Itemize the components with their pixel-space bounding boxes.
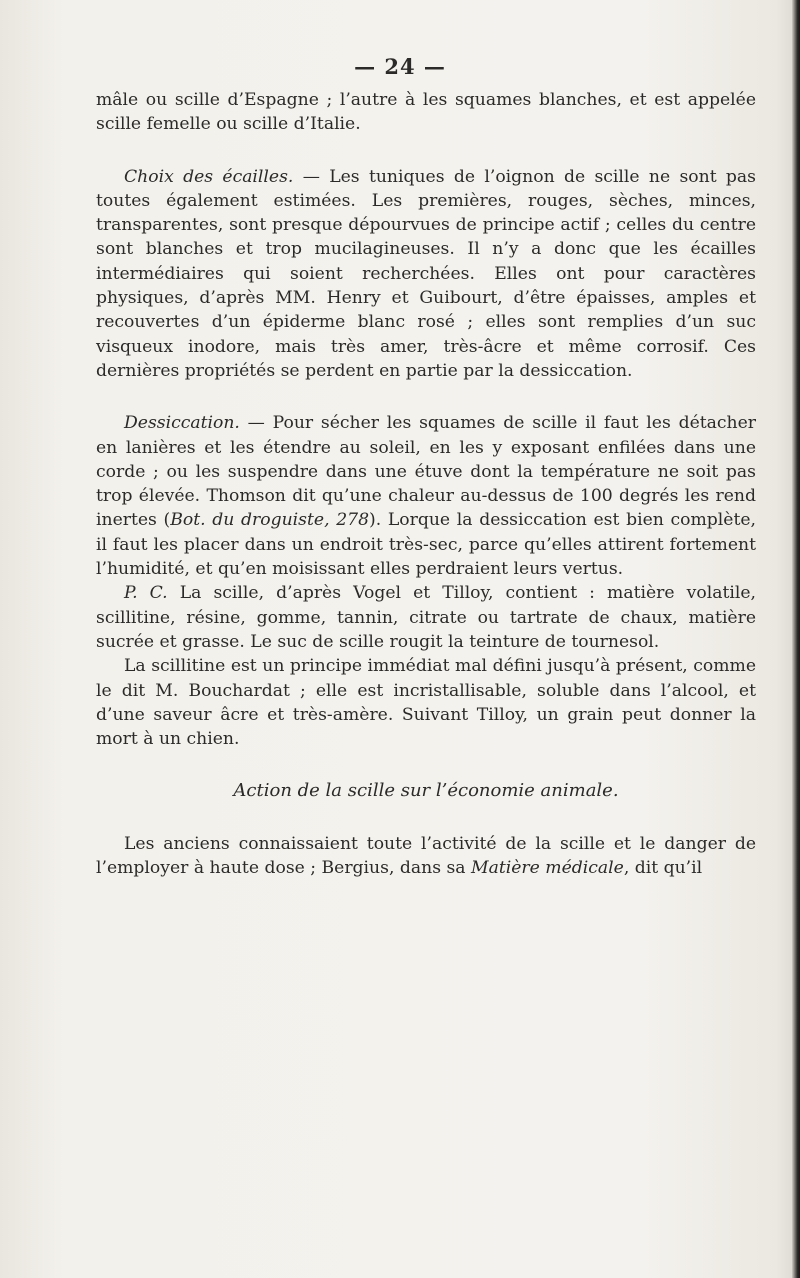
page-number: — 24 — <box>354 54 446 79</box>
paragraph-anciens <box>96 832 756 881</box>
paragraph-continuation: mâle ou scille d’Espagne ; l’autre à les squames blanches, et est appelée scille femelle ou scille d’Italie. <box>96 90 756 135</box>
paragraph-dessiccation <box>96 411 756 581</box>
paragraph-dessiccation-body-a: — Pour sécher les squames de scille il faut les détacher en lanières et les étendre au soleil, en les y exposant enfilées dans une corde ; ou les suspendre dans une étuve dont la température ne soit pas trop élevée. Thomson dit qu’une chaleur au-dessus de 100 degrés les rend inertes ( <box>96 413 756 531</box>
paragraph-anciens-body-b: , dit qu’il <box>623 858 703 879</box>
page-edge-shadow <box>792 0 800 1278</box>
section-lead-choix: Choix des écailles. <box>124 166 294 187</box>
section-heading-action: Action de la scille sur l’économie animale. <box>233 780 619 802</box>
section-lead-dessiccation: Dessiccation. <box>124 413 240 434</box>
paragraph-choix-body: — Les tuniques de l’oignon de scille ne sont pas toutes également estimées. Les premières, rouges, sèches, minces, transparentes, sont presque dépourvues de principe actif ; celles du centre sont blanches et trop mucilagineuses. Il n’y a donc que les écailles intermédiaires qui soient recherchées. Elles ont pour caractères physiques, d’après MM. Henry et Guibourt, d’être épaisses, amples et recouvertes d’un épiderme blanc rosé ; elles sont remplies d’un suc visqueux inodore, mais très amer, très-âcre et même corrosif. Ces dernières propriétés se perdent en partie par la dessiccation. <box>96 166 756 381</box>
paragraph-scillitine: La scillitine est un principe immédiat mal défini jusqu’à présent, comme le dit M. Bouchardat ; elle est incristallisable, soluble dans l’alcool, et d’une saveur âcre et très-amère. Suivant Tilloy, un grain peut donner la mort à un chien. <box>96 656 756 750</box>
paragraph-dessiccation-body-b: ). Lorque la dessiccation est bien complète, il faut les placer dans un endroit très-sec, parce qu’elles attirent fortement l’humidité, et qu’en moisissant elles perdraient leurs vertus. <box>96 510 756 580</box>
paragraph-pc <box>96 581 756 654</box>
body-text <box>96 88 756 880</box>
section-lead-pc: P. C. <box>124 583 168 604</box>
paragraph-pc-body: La scille, d’après Vogel et Tilloy, contient : matière volatile, scillitine, résine, gomme, tannin, citrate ou tartrate de chaux, matière sucrée et grasse. Le suc de scille rougit la teinture de tournesol. <box>96 583 756 652</box>
citation-bot-droguiste: Bot. du droguiste, 278 <box>170 510 370 531</box>
paragraph-anciens-body-a: Les anciens connaissaient toute l’activité de la scille et le danger de l’employer à haute dose ; Bergius, dans sa <box>96 833 756 879</box>
citation-matiere-medicale: Matière médicale <box>471 858 624 879</box>
paragraph-choix <box>96 165 756 384</box>
